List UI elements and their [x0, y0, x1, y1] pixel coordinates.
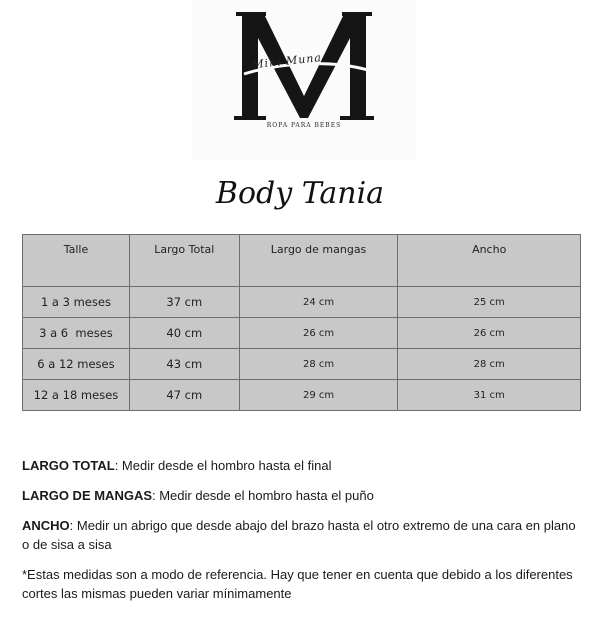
cell-largo-mangas: 29 cm — [239, 380, 398, 411]
logo-script-text: Mini Muna — [251, 51, 323, 72]
table-header-row — [23, 235, 581, 287]
brand-logo — [192, 0, 416, 160]
cell-talle: 6 a 12 meses — [23, 349, 130, 380]
note-text: : Medir un abrigo que desde abajo del brazo hasta el otro extremo de una cara en plano o de sisa a sisa — [22, 518, 576, 552]
cell-largo-total: 47 cm — [129, 380, 239, 411]
cell-ancho: 31 cm — [398, 380, 581, 411]
page-title: Body Tania — [215, 176, 385, 211]
logo-m-icon — [192, 0, 416, 160]
cell-ancho: 25 cm — [398, 287, 581, 318]
cell-largo-mangas: 24 cm — [239, 287, 398, 318]
table-row — [23, 380, 581, 411]
cell-largo-total: 40 cm — [129, 318, 239, 349]
size-table — [22, 234, 581, 411]
note-largo-total — [22, 456, 582, 475]
header-ancho: Ancho — [398, 235, 581, 287]
note-label: ANCHO — [22, 518, 70, 533]
cell-talle: 3 a 6 meses — [23, 318, 130, 349]
cell-largo-total: 43 cm — [129, 349, 239, 380]
cell-ancho: 28 cm — [398, 349, 581, 380]
cell-ancho: 26 cm — [398, 318, 581, 349]
note-largo-mangas — [22, 486, 582, 505]
header-largo-total: Largo Total — [129, 235, 239, 287]
cell-largo-mangas: 28 cm — [239, 349, 398, 380]
cell-talle: 1 a 3 meses — [23, 287, 130, 318]
note-text: : Medir desde el hombro hasta el puño — [152, 488, 374, 503]
note-ancho — [22, 516, 582, 554]
table-row — [23, 318, 581, 349]
header-largo-mangas: Largo de mangas — [239, 235, 398, 287]
cell-talle: 12 a 18 meses — [23, 380, 130, 411]
header-talle: Talle — [23, 235, 130, 287]
table-row — [23, 287, 581, 318]
cell-largo-total: 37 cm — [129, 287, 239, 318]
note-disclaimer: *Estas medidas son a modo de referencia. Hay que tener en cuenta que debido a los diferentes cortes las mismas pueden variar mínimamente — [22, 567, 573, 601]
measurement-notes — [22, 456, 582, 614]
table-row — [23, 349, 581, 380]
note-label: LARGO TOTAL — [22, 458, 115, 473]
note-label: LARGO DE MANGAS — [22, 488, 152, 503]
note-text: : Medir desde el hombro hasta el final — [114, 458, 332, 473]
cell-largo-mangas: 26 cm — [239, 318, 398, 349]
logo-subtitle: ROPA PARA BEBES — [266, 122, 342, 129]
